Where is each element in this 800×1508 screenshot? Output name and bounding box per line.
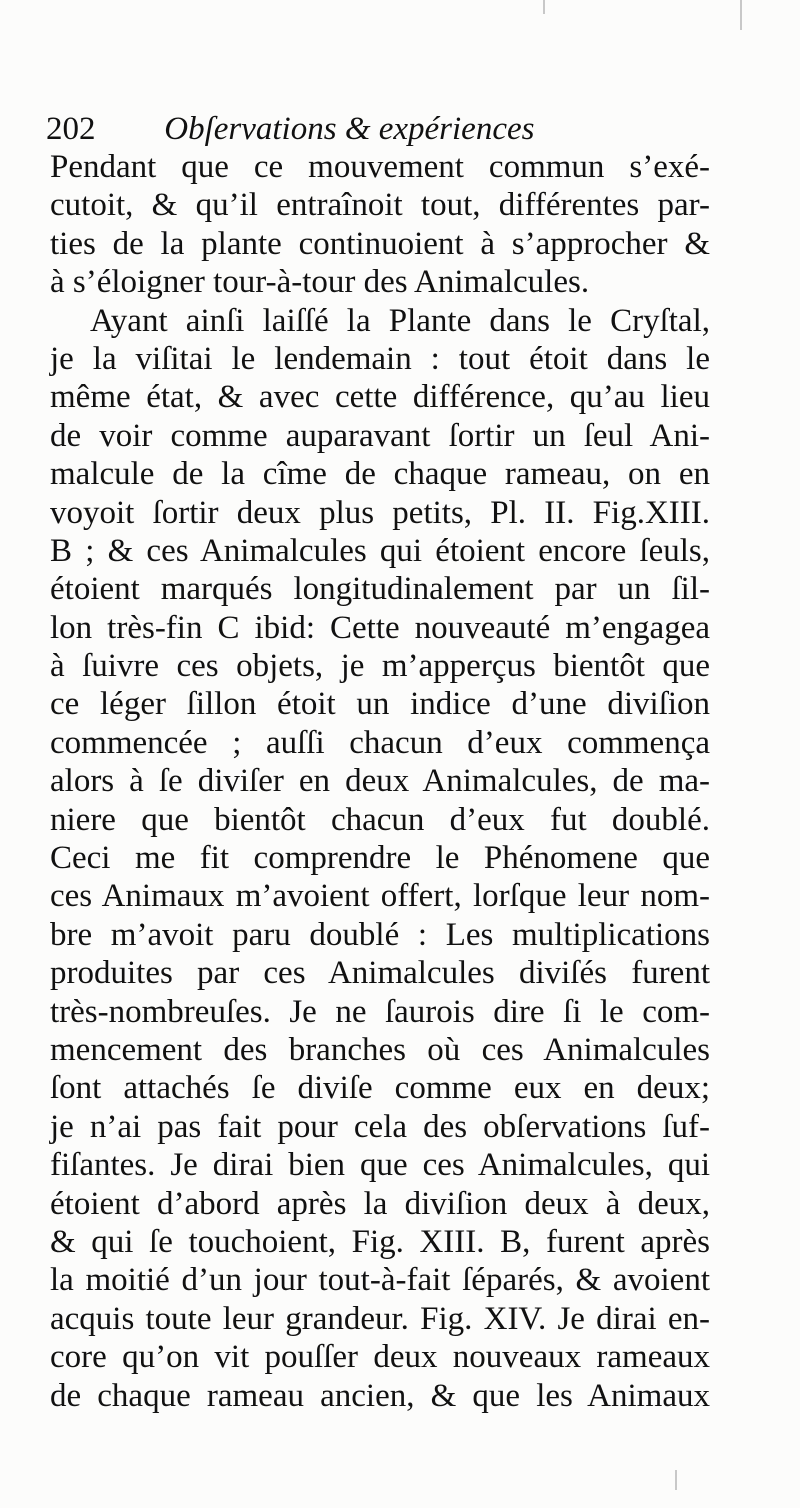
text-line: à ſuivre ces objets, je m’apperçus bientôt que bbox=[50, 648, 710, 685]
text-line: la moitié d’un jour tout-à-fait ſéparés, & avoient bbox=[50, 1262, 710, 1299]
text-line: Pendant que ce mouvement commun s’exé- bbox=[50, 149, 710, 185]
text-line: & qui ſe touchoient, Fig. XIII. B, furent après bbox=[50, 1223, 710, 1260]
text-line: je n’ai pas fait pour cela des obſervations ſuf- bbox=[50, 1108, 710, 1145]
text-line: ties de la plante continuoient à s’approcher & bbox=[50, 225, 710, 262]
page-edge-mark bbox=[675, 1470, 677, 1490]
text-line: étoient d’abord après la diviſion deux à deux, bbox=[50, 1185, 710, 1222]
page-edge-mark bbox=[740, 0, 742, 30]
text-line: produites par ces Animalcules diviſés furent bbox=[50, 955, 710, 992]
text-line: B ; & ces Animalcules qui étoient encore ſeuls, bbox=[50, 532, 710, 569]
text-line: cutoit, & qu’il entraînoit tout, différentes par- bbox=[50, 187, 710, 224]
text-line: Ayant ainſi laiſſé la Plante dans le Cryſtal, bbox=[90, 302, 710, 339]
text-line: à s’éloigner tour-à-tour des Animalcules. bbox=[50, 264, 590, 301]
text-line: fiſantes. Je dirai bien que ces Animalcules, qui bbox=[50, 1147, 710, 1184]
text-line: alors à ſe diviſer en deux Animalcules, de ma- bbox=[50, 763, 710, 800]
text-line: de voir comme auparavant ſortir un ſeul Ani- bbox=[50, 417, 710, 454]
text-line: acquis toute leur grandeur. Fig. XIV. Je dirai en- bbox=[50, 1300, 710, 1337]
text-line: ces Animaux m’avoient offert, lorſque leur nom- bbox=[50, 878, 710, 915]
running-head: Obſervations & expériences bbox=[164, 111, 535, 147]
page-number: 202 bbox=[46, 111, 96, 147]
text-line: très-nombreuſes. Je ne ſaurois dire ſi le com- bbox=[50, 993, 710, 1030]
text-line: commencée ; auſſi chacun d’eux commença bbox=[50, 724, 710, 761]
text-line: mencement des branches où ces Animalcules bbox=[50, 1031, 710, 1068]
page-edge-mark bbox=[543, 0, 545, 14]
text-line: de chaque rameau ancien, & que les Animaux bbox=[50, 1377, 710, 1414]
text-line: ſont attachés ſe diviſe comme eux en deux; bbox=[50, 1070, 710, 1107]
text-line: je la viſitai le lendemain : tout étoit dans le bbox=[50, 340, 710, 377]
text-line: bre m’avoit paru doublé : Les multiplications bbox=[50, 916, 710, 953]
text-line: Ceci me fit comprendre le Phénomene que bbox=[50, 840, 710, 877]
text-line: voyoit ſortir deux plus petits, Pl. II. Fig.XIII. bbox=[50, 494, 710, 531]
text-line: core qu’on vit pouſſer deux nouveaux rameaux bbox=[50, 1339, 710, 1376]
text-line: niere que bientôt chacun d’eux fut doublé. bbox=[50, 801, 710, 838]
text-line: lon très-fin C ibid: Cette nouveauté m’engagea bbox=[50, 609, 710, 646]
text-line: ce léger ſillon étoit un indice d’une diviſion bbox=[50, 686, 710, 723]
text-line: même état, & avec cette différence, qu’au lieu bbox=[50, 379, 710, 416]
page-header bbox=[46, 104, 766, 154]
text-line: malcule de la cîme de chaque rameau, on en bbox=[50, 456, 710, 493]
body-text bbox=[50, 148, 710, 1415]
text-line: étoient marqués longitudinalement par un ſil- bbox=[50, 571, 710, 608]
